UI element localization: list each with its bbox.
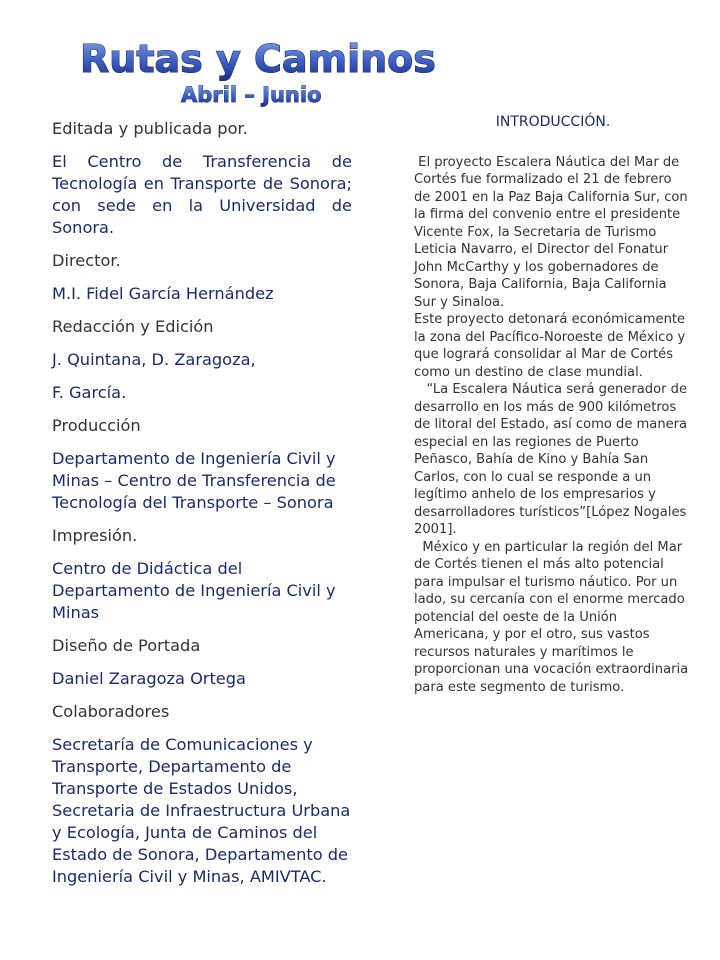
credit-value: F. García. — [52, 383, 127, 402]
masthead-subtitle: Abril – Junio — [181, 83, 322, 107]
masthead-wordart — [78, 34, 436, 114]
credit-value: Secretaría de Comunicaciones y Transporte, Departamento de Transporte de Estados Unidos, Secretaria de Infraestructura Urbana y Ecología, Junta de Caminos del Estado de Sonora, Departamento de Ingeniería Civil y Minas, AMIVTAC. — [52, 735, 351, 886]
credit-value: Daniel Zaragoza Ortega — [52, 669, 246, 688]
introduction-paragraph: México y en particular la región del Mar de Cortés tienen el más alto potencial para impulsar el turismo náutico. Por un lado, su cercanía con el enorme mercado potencial del oeste de la Unión Americana, y por el otro, sus vastos recursos naturales y marítimos le proporcionan una vocación extraordinaria para este segmento de turismo. — [414, 539, 693, 695]
credit-value: Centro de Didáctica del Departamento de Ingeniería Civil y Minas — [52, 559, 336, 622]
credit-label: Redacción y Edición — [52, 317, 214, 336]
introduction-paragraph: Este proyecto detonará económicamente la zona del Pacífico-Noroeste de México y que logrará consolidar al Mar de Cortés como un destino de clase mundial. — [414, 312, 690, 380]
introduction-heading: INTRODUCCIÓN. — [495, 114, 611, 130]
introduction-body — [414, 154, 692, 697]
credit-label: Director. — [52, 251, 121, 270]
credit-label: Producción — [52, 416, 141, 435]
masthead-title: Rutas y Caminos — [80, 37, 436, 81]
credit-label: Impresión. — [52, 526, 138, 545]
credit-label: Diseño de Portada — [52, 636, 201, 655]
credit-label: Colaboradores — [52, 702, 170, 721]
introduction-paragraph: El proyecto Escalera Náutica del Mar de Cortés fue formalizado el 21 de febrero de 2001 en la Paz Baja California Sur, con la firma del convenio entre el presidente Vicente Fox, la Secretaria de Turismo Leticia Navarro, el Director del Fonatur John McCarthy y los gobernadores de Sonora, Baja California, Baja California Sur y Sinaloa. — [414, 154, 692, 310]
masthead — [78, 34, 436, 114]
credit-value: El Centro de Transferencia de Tecnología en Transporte de Sonora; con sede en la Universidad de Sonora. — [52, 152, 352, 237]
credit-label: Editada y publicada por. — [52, 119, 248, 138]
credit-value: Departamento de Ingeniería Civil y Minas – Centro de Transferencia de Tecnología del Transporte – Sonora — [52, 449, 336, 512]
introduction-column — [414, 114, 692, 696]
introduction-paragraph: “La Escalera Náutica será generador de desarrollo en los más de 900 kilómetros de litoral del Estado, así como de manera especial en las regiones de Puerto Peñasco, Bahía de Kino y Bahía San Carlos, con lo cual se responde a un legítimo anhelo de los empresarios y desarrolladores turísticos”[López Nogales 2001]. — [414, 382, 692, 537]
credit-value: J. Quintana, D. Zaragoza, — [52, 350, 256, 369]
credits-column — [52, 118, 352, 899]
credit-value: M.I. Fidel García Hernández — [52, 284, 274, 303]
